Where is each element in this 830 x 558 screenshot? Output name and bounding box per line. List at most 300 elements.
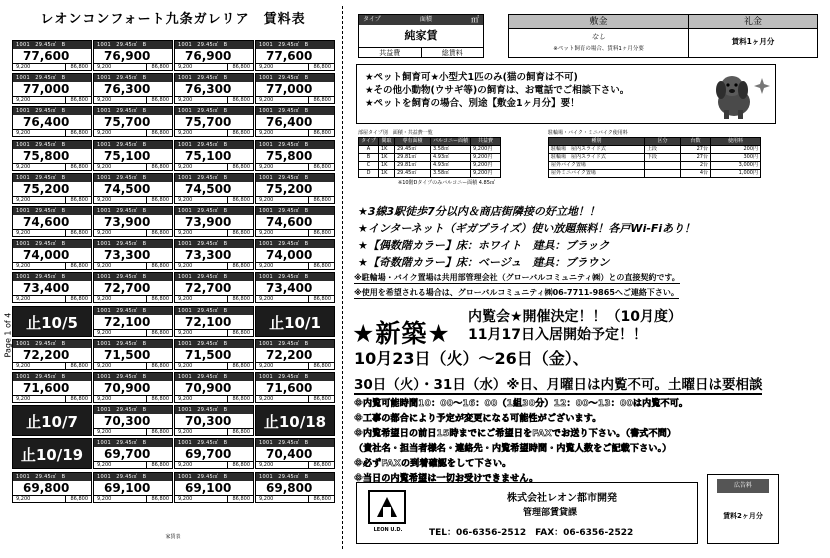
unit-header: 1001 29.45㎡ B <box>256 373 334 381</box>
unit-rent: 75,200 <box>266 181 313 196</box>
rent-cell <box>174 306 254 337</box>
table-cell: 駐輪場 屋内スライド式 <box>549 154 645 162</box>
rent-cell <box>174 472 254 503</box>
table-cell: 2台 <box>681 162 711 170</box>
unit-header: 1001 29.45㎡ B <box>256 340 334 348</box>
unit-rent: 74,500 <box>185 181 232 196</box>
total-value: 86,800 <box>227 64 251 70</box>
unit-header: 1001 29.45㎡ B <box>13 41 91 49</box>
rent-cell <box>12 173 92 204</box>
total-value: 86,800 <box>65 496 89 502</box>
feature-internet: ★インターネット（ギガプライズ）使い放題無料！各戸Wi-Fiあり！ <box>358 222 696 235</box>
unit-header: 1001 29.45㎡ B <box>175 307 253 315</box>
unit-fees <box>94 362 172 369</box>
unit-rent: 72,700 <box>104 281 151 296</box>
table-cell: 27台 <box>681 154 711 162</box>
common-fee-value: 9,200 <box>259 296 274 303</box>
unit-header: 1001 29.45㎡ B <box>94 307 172 315</box>
total-value: 86,800 <box>146 230 170 236</box>
unit-rent: 75,800 <box>23 148 70 163</box>
unit-fees <box>256 262 334 269</box>
unavailable-label: 止10/19 <box>20 446 84 465</box>
total-value: 86,800 <box>308 496 332 502</box>
total-value: 86,800 <box>227 164 251 170</box>
common-fee-value: 9,200 <box>16 296 31 303</box>
room-col-header: 共益費 <box>471 138 501 146</box>
unit-rent: 70,300 <box>185 414 232 429</box>
feature-even-floor: ★【偶数階カラー】床：ホワイト 建具：ブラック <box>358 239 610 252</box>
common-fee-value: 9,200 <box>178 429 193 436</box>
rent-cell <box>255 40 335 71</box>
unit-rent: 70,900 <box>185 381 232 395</box>
total-value: 86,800 <box>146 130 170 136</box>
rent-cell <box>12 339 92 370</box>
info-section <box>350 0 824 558</box>
unit-fees <box>13 196 91 203</box>
total-label: 総賃料 <box>441 49 463 57</box>
unit-rent: 76,900 <box>104 49 151 63</box>
page-indicator-text: Page 1 of 4 <box>3 312 13 358</box>
table-cell <box>645 162 681 170</box>
unit-fees <box>94 395 172 402</box>
key-money-value: 賃料1ヶ月分 <box>731 37 775 46</box>
unit-rent: 76,400 <box>266 115 313 130</box>
deposit-label: 敷金 <box>509 15 689 28</box>
unit-header: 1001 29.45㎡ B <box>256 74 334 82</box>
unit-rent: 72,100 <box>104 314 151 329</box>
pet-note-1: ★ペット飼育可★小型犬1匹のみ(猫の飼育は不可) <box>365 72 578 83</box>
unit-fees <box>175 96 253 103</box>
unit-header: 1001 29.45㎡ B <box>175 107 253 115</box>
common-fee-value: 9,200 <box>178 296 193 303</box>
table-cell: 3.58㎡ <box>431 170 471 178</box>
unit-header: 1001 29.45㎡ B <box>13 141 91 149</box>
type-area-box <box>358 14 484 58</box>
total-value: 86,800 <box>308 130 332 136</box>
company-contact: TEL：06-6356-2512 FAX：06-6356-2522 <box>429 528 634 538</box>
total-value: 86,800 <box>227 396 251 402</box>
column-divider <box>342 6 343 549</box>
common-fee-label: 共益費 <box>359 48 422 57</box>
common-fee-value: 9,200 <box>178 329 193 336</box>
viewing-dates-2: 30日（火）・31日（水）※日、月曜日は内覧不可。土曜日は要相談 <box>354 373 762 395</box>
key-money-label: 礼金 <box>744 17 763 27</box>
area-unit: ㎡ <box>471 15 479 24</box>
unit-fees <box>94 461 172 468</box>
total-value: 86,800 <box>146 97 170 103</box>
viewing-detail: ※当日の内覧希望は一切お受けできません。 <box>354 474 539 484</box>
viewing-event-title: 内覧会★開催決定！！（10月度） <box>468 309 683 325</box>
common-fee-value: 9,200 <box>16 163 31 170</box>
rent-grid <box>12 40 334 548</box>
common-fee-value: 9,200 <box>97 296 112 303</box>
unit-header: 1001 29.45㎡ B <box>256 107 334 115</box>
table-cell: 1K <box>379 170 395 178</box>
move-in-date: 11月17日入居開始予定！！ <box>468 327 647 343</box>
table-row <box>549 170 761 178</box>
rent-cell <box>255 272 335 303</box>
company-logo-text: LEON U.D. <box>373 527 403 533</box>
unit-rent: 72,700 <box>185 281 232 296</box>
unit-fees <box>13 495 91 502</box>
total-value: 86,800 <box>146 462 170 468</box>
unit-rent: 70,400 <box>266 447 313 462</box>
unit-rent: 71,600 <box>23 381 70 395</box>
common-fee-value: 9,200 <box>178 196 193 203</box>
deposit-note: ※ペット飼育の場合、賃料1ヶ月分要 <box>553 46 644 52</box>
unit-rent: 74,000 <box>23 248 70 263</box>
unit-rent: 69,100 <box>104 480 151 495</box>
table-cell: 29.45㎡ <box>395 170 431 178</box>
unit-fees <box>94 329 172 336</box>
unit-rent: 76,300 <box>104 82 151 97</box>
unit-header: 1001 29.45㎡ B <box>175 373 253 381</box>
unit-header: 1001 29.45㎡ B <box>94 340 172 348</box>
unit-fees <box>94 129 172 136</box>
total-value: 86,800 <box>308 363 332 369</box>
rent-cell <box>93 272 173 303</box>
table-row <box>359 154 501 162</box>
ad-fee-box <box>707 474 779 544</box>
unit-rent: 76,400 <box>23 115 70 130</box>
common-fee-value: 9,200 <box>97 329 112 336</box>
total-value: 86,800 <box>227 496 251 502</box>
rent-cell <box>93 106 173 137</box>
parking-col-header: 使用料 <box>711 138 761 146</box>
unit-header: 1001 29.45㎡ B <box>175 41 253 49</box>
unit-header: 1001 29.45㎡ B <box>175 273 253 281</box>
total-value: 86,800 <box>146 263 170 269</box>
unit-fees <box>256 129 334 136</box>
total-value: 86,800 <box>308 97 332 103</box>
unit-fees <box>175 362 253 369</box>
unit-header: 1001 29.45㎡ B <box>256 240 334 248</box>
common-fee-value: 9,200 <box>178 64 193 70</box>
total-value: 86,800 <box>146 164 170 170</box>
unit-fees <box>94 229 172 236</box>
unit-rent: 70,900 <box>104 381 151 395</box>
common-fee-value: 9,200 <box>178 130 193 137</box>
common-fee-value: 9,200 <box>259 97 274 104</box>
total-value: 86,800 <box>227 429 251 435</box>
unit-rent: 77,000 <box>266 82 313 97</box>
common-fee-value: 9,200 <box>178 230 193 236</box>
unit-fees <box>256 395 334 402</box>
table-cell: 屋外ミニバイク置場 <box>549 170 645 178</box>
table-cell <box>645 170 681 178</box>
parking-contact-note: ※使用を希望される場合は、グローバルコミュニティ㈱06-7711-9865へご連絡下さい。 <box>354 288 679 297</box>
unit-header: 1001 29.45㎡ B <box>175 74 253 82</box>
unit-rent: 74,600 <box>23 215 70 229</box>
company-name: 株式会社レオン都市開発 <box>507 493 617 504</box>
unit-fees <box>256 63 334 70</box>
common-fee-value: 9,200 <box>16 263 31 270</box>
total-value: 86,800 <box>227 462 251 468</box>
rent-cell <box>93 405 173 436</box>
total-value: 86,800 <box>308 296 332 302</box>
table-cell: 屋外バイク置場 <box>549 162 645 170</box>
common-fee-value: 9,200 <box>97 130 112 137</box>
rent-cell <box>255 405 335 436</box>
unit-rent: 75,700 <box>104 115 151 130</box>
total-value: 86,800 <box>308 164 332 170</box>
table-cell: 4.93㎡ <box>431 162 471 170</box>
unit-fees <box>13 295 91 302</box>
total-value: 86,800 <box>65 263 89 269</box>
unit-fees <box>94 428 172 435</box>
rent-cell <box>255 140 335 171</box>
unit-header: 1001 29.45㎡ B <box>94 74 172 82</box>
total-value: 86,800 <box>227 330 251 336</box>
table-cell: D <box>359 170 379 178</box>
common-fee-value: 9,200 <box>259 362 274 369</box>
unit-rent: 69,700 <box>185 447 232 462</box>
ad-fee-value: 賃料2ヶ月分 <box>723 512 763 520</box>
unit-fees <box>13 163 91 170</box>
unit-rent: 75,100 <box>185 148 232 163</box>
company-box <box>356 482 698 544</box>
unavailable-label: 止10/18 <box>263 413 327 432</box>
room-col-header: バルコニー面積 <box>431 138 471 146</box>
total-value: 86,800 <box>65 197 89 203</box>
total-value: 86,800 <box>146 197 170 203</box>
unit-header: 1001 29.45㎡ B <box>175 406 253 414</box>
unit-header: 1001 29.45㎡ B <box>94 406 172 414</box>
rent-cell <box>255 173 335 204</box>
unit-fees <box>175 295 253 302</box>
unit-rent: 72,100 <box>185 314 232 329</box>
table-cell: C <box>359 162 379 170</box>
total-value: 86,800 <box>65 396 89 402</box>
unit-header: 1001 29.45㎡ B <box>94 240 172 248</box>
common-fee-value: 9,200 <box>97 462 112 469</box>
total-value: 86,800 <box>308 64 332 70</box>
total-value: 86,800 <box>227 230 251 236</box>
rent-cell <box>93 206 173 237</box>
unit-header: 1001 29.45㎡ B <box>13 174 91 182</box>
common-fee-value: 9,200 <box>178 362 193 369</box>
table-cell: 200円 <box>711 146 761 154</box>
unit-rent: 69,700 <box>104 447 151 462</box>
total-value: 86,800 <box>65 230 89 236</box>
unit-fees <box>256 461 334 468</box>
unit-fees <box>175 129 253 136</box>
unavailable-label: 止10/1 <box>269 313 321 332</box>
total-value: 86,800 <box>146 330 170 336</box>
unit-header: 1001 29.45㎡ B <box>256 174 334 182</box>
unit-rent: 76,300 <box>185 82 232 97</box>
total-value: 86,800 <box>146 363 170 369</box>
unit-rent: 72,200 <box>23 347 70 362</box>
unit-rent: 69,800 <box>266 480 313 495</box>
total-value: 86,800 <box>65 363 89 369</box>
rent-cell <box>12 472 92 503</box>
unit-header: 1001 29.45㎡ B <box>256 473 334 481</box>
table-row <box>359 146 501 154</box>
table-cell: 4台 <box>681 170 711 178</box>
common-fee-value: 9,200 <box>259 64 274 70</box>
unit-rent: 74,000 <box>266 248 313 263</box>
unit-header: 1001 29.45㎡ B <box>13 473 91 481</box>
total-value: 86,800 <box>65 296 89 302</box>
area-label: 面積 <box>419 16 432 23</box>
deposit-box <box>508 14 818 58</box>
rent-cell <box>12 405 92 436</box>
rent-cell <box>255 206 335 237</box>
unit-fees <box>175 495 253 502</box>
unit-rent: 73,400 <box>23 281 70 296</box>
table-cell: 29.81㎡ <box>395 162 431 170</box>
unit-rent: 69,100 <box>185 480 232 495</box>
rent-cell <box>255 372 335 403</box>
common-fee-value: 9,200 <box>259 163 274 170</box>
table-cell: 1,000円 <box>711 170 761 178</box>
parking-col-header: 区分 <box>645 138 681 146</box>
viewing-detail: ※内覧希望日の前日15時までにご希望日をFAXでお送り下さい。（書式不問） <box>354 429 677 439</box>
parking-table-wrap <box>548 129 761 178</box>
rent-cell <box>174 339 254 370</box>
common-fee-value: 9,200 <box>97 495 112 502</box>
table-cell: 9,200円 <box>471 162 501 170</box>
rent-cell <box>93 239 173 270</box>
common-fee-value: 9,200 <box>178 396 193 402</box>
table-cell: 上段 <box>645 146 681 154</box>
unit-rent: 77,600 <box>266 49 313 63</box>
table-cell: 9,200円 <box>471 146 501 154</box>
unit-fees <box>175 262 253 269</box>
rent-cell <box>174 140 254 171</box>
unit-header: 1001 29.45㎡ B <box>175 240 253 248</box>
grid-footer: 家賃表 <box>165 534 181 540</box>
unit-fees <box>13 229 91 236</box>
table-cell: 駐輪場 屋内スライド式 <box>549 146 645 154</box>
rent-cell <box>255 339 335 370</box>
parking-table-caption: 駐輪場・バイク・ミニバイク使用料 <box>548 130 628 136</box>
common-fee-value: 9,200 <box>16 196 31 203</box>
unit-header: 1001 29.45㎡ B <box>94 41 172 49</box>
table-cell: 3,000円 <box>711 162 761 170</box>
room-table-caption: 部屋タイプ別 面積・共益費一覧 <box>358 130 433 136</box>
total-value: 86,800 <box>146 64 170 70</box>
rent-cell <box>174 206 254 237</box>
rent-cell <box>174 239 254 270</box>
viewing-detail: （貴社名・担当者様名・連絡先・内覧希望時間・内覧人数をご記載下さい。） <box>354 444 672 454</box>
rent-type: 純家賃 <box>404 29 438 42</box>
room-col-header: 専有面積 <box>395 138 431 146</box>
table-row <box>549 146 761 154</box>
total-value: 86,800 <box>308 230 332 236</box>
unit-header: 1001 29.45㎡ B <box>13 207 91 215</box>
unit-fees <box>13 129 91 136</box>
unit-header: 1001 29.45㎡ B <box>175 141 253 149</box>
unit-rent: 70,300 <box>104 414 151 429</box>
viewing-dates-1: 10月23日（火）～26日（金）、 <box>354 349 589 368</box>
total-value: 86,800 <box>227 130 251 136</box>
viewing-detail: ※工事の都合により予定が変更になる可能性がございます。 <box>354 414 602 424</box>
unit-fees <box>94 96 172 103</box>
common-fee-value: 9,200 <box>259 196 274 203</box>
common-fee-value: 9,200 <box>259 230 274 236</box>
unit-rent: 73,400 <box>266 281 313 296</box>
unit-header: 1001 29.45㎡ B <box>94 174 172 182</box>
rent-cell <box>255 239 335 270</box>
unit-rent: 75,200 <box>23 181 70 196</box>
common-fee-value: 9,200 <box>97 362 112 369</box>
room-col-header: タイプ <box>359 138 379 146</box>
common-fee-value: 9,200 <box>259 130 274 137</box>
unit-fees <box>175 329 253 336</box>
rent-cell <box>12 106 92 137</box>
rent-cell <box>255 106 335 137</box>
unit-header: 1001 29.45㎡ B <box>13 74 91 82</box>
unit-header: 1001 29.45㎡ B <box>94 273 172 281</box>
unit-rent: 77,000 <box>23 82 70 97</box>
common-fee-value: 9,200 <box>259 263 274 270</box>
rent-cell <box>12 40 92 71</box>
viewing-detail: ※内覧可能時間10：00～16：00（1組30分）12：00～13：00は内覧不可。 <box>354 399 689 409</box>
table-cell: 1K <box>379 154 395 162</box>
table-cell: 3.58㎡ <box>431 146 471 154</box>
unit-fees <box>256 229 334 236</box>
unit-fees <box>256 495 334 502</box>
pet-note-2: ★その他小動物(ウサギ等)の飼育は、お電話でご相談下さい。 <box>365 85 630 96</box>
rent-cell <box>174 173 254 204</box>
unit-header: 1001 29.45㎡ B <box>256 439 334 447</box>
unit-header: 1001 29.45㎡ B <box>94 373 172 381</box>
unit-fees <box>13 395 91 402</box>
common-fee-value: 9,200 <box>97 163 112 170</box>
unit-fees <box>175 196 253 203</box>
unit-rent: 73,900 <box>104 215 151 229</box>
unit-header: 1001 29.45㎡ B <box>94 107 172 115</box>
unit-fees <box>256 196 334 203</box>
unit-fees <box>94 495 172 502</box>
unit-header: 1001 29.45㎡ B <box>256 207 334 215</box>
total-value: 86,800 <box>227 197 251 203</box>
total-value: 86,800 <box>65 130 89 136</box>
unit-header: 1001 29.45㎡ B <box>175 174 253 182</box>
unit-fees <box>256 96 334 103</box>
company-dept: 管理部賃貸課 <box>523 508 578 518</box>
table-row <box>359 162 501 170</box>
unit-fees <box>256 362 334 369</box>
unit-fees <box>175 229 253 236</box>
rent-cell <box>93 306 173 337</box>
unit-header: 1001 29.45㎡ B <box>175 340 253 348</box>
unit-fees <box>175 63 253 70</box>
table-cell: 1K <box>379 162 395 170</box>
rent-cell <box>12 272 92 303</box>
table-cell: 27台 <box>681 146 711 154</box>
table-cell: 9,200円 <box>471 170 501 178</box>
parking-contract-note: ※駐輪場・バイク置場は共用部管理会社（グローバルコミュニティ㈱）との直接契約です。 <box>354 273 680 282</box>
common-fee-value: 9,200 <box>97 230 112 236</box>
total-value: 86,800 <box>65 97 89 103</box>
unit-rent: 69,800 <box>23 480 70 495</box>
common-fee-value: 9,200 <box>16 97 31 104</box>
unit-header: 1001 29.45㎡ B <box>256 141 334 149</box>
total-value: 86,800 <box>227 97 251 103</box>
rent-cell <box>255 472 335 503</box>
common-fee-value: 9,200 <box>16 64 31 70</box>
rent-cell <box>174 40 254 71</box>
common-fee-value: 9,200 <box>97 97 112 104</box>
rent-cell <box>174 272 254 303</box>
unit-rent: 73,300 <box>185 248 232 263</box>
total-value: 86,800 <box>227 263 251 269</box>
new-build-label: ★新築★ <box>352 319 451 348</box>
table-cell: 29.45㎡ <box>395 146 431 154</box>
